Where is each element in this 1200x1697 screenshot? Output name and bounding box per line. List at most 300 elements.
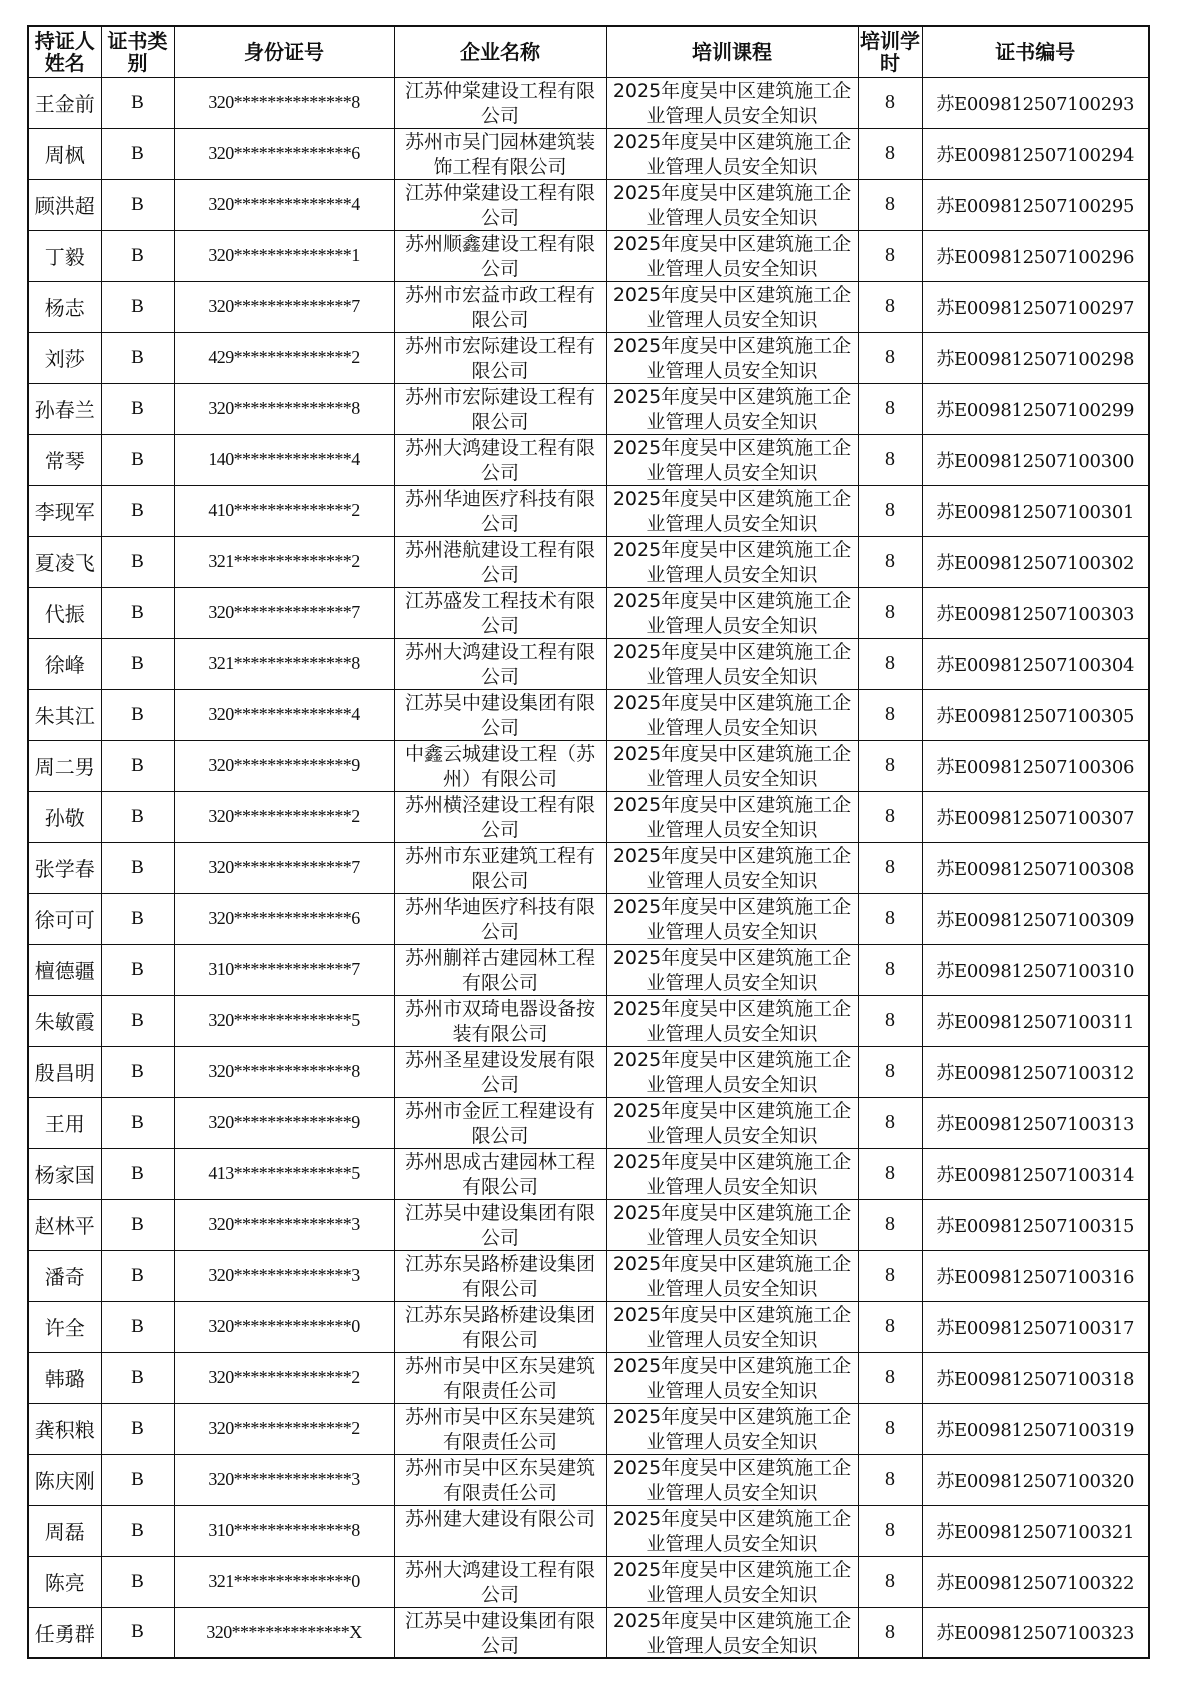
id-number-cell: 320**************5 [174, 995, 394, 1046]
id-number-cell: 320**************3 [174, 1454, 394, 1505]
training-course-text: 2025年度吴中区建筑施工企业管理人员安全知识 [612, 590, 852, 637]
cert-type-cell: B [101, 1046, 174, 1097]
cert-type-cell: B [101, 332, 174, 383]
training-hours-cell: 8 [858, 179, 922, 230]
id-number-cell: 320**************8 [174, 1046, 394, 1097]
table-row [28, 587, 1149, 638]
training-course-cell [606, 1301, 858, 1352]
cert-type-cell: B [101, 638, 174, 689]
company-name-cell [394, 332, 606, 383]
holder-name-cell: 杨志 [28, 281, 101, 332]
company-name-text: 苏州思成古建园林工程有限公司 [404, 1151, 595, 1198]
company-name-cell [394, 536, 606, 587]
company-name-text: 江苏东吴路桥建设集团有限公司 [404, 1304, 595, 1351]
training-hours-cell: 8 [858, 230, 922, 281]
table-row [28, 1403, 1149, 1454]
training-course-text: 2025年度吴中区建筑施工企业管理人员安全知识 [612, 845, 852, 892]
company-name-cell [394, 740, 606, 791]
holder-name-cell: 王用 [28, 1097, 101, 1148]
id-number-cell: 320**************9 [174, 1097, 394, 1148]
training-hours-cell: 8 [858, 1403, 922, 1454]
holder-name-cell: 孙春兰 [28, 383, 101, 434]
table-row [28, 1250, 1149, 1301]
id-number-cell: 413**************5 [174, 1148, 394, 1199]
company-name-text: 苏州市吴门园林建筑装饰工程有限公司 [404, 131, 595, 178]
table-row [28, 1148, 1149, 1199]
id-number-cell: 320**************X [174, 1607, 394, 1658]
cert-type-cell: B [101, 995, 174, 1046]
cert-number-cell: 苏E009812507100313 [922, 1097, 1149, 1148]
training-course-cell [606, 587, 858, 638]
id-number-cell: 310**************7 [174, 944, 394, 995]
training-hours-cell: 8 [858, 434, 922, 485]
cert-number-cell: 苏E009812507100306 [922, 740, 1149, 791]
holder-name-cell: 檀德疆 [28, 944, 101, 995]
training-course-cell [606, 383, 858, 434]
holder-name-cell: 朱其江 [28, 689, 101, 740]
training-course-cell [606, 689, 858, 740]
company-name-text: 江苏仲棠建设工程有限公司 [404, 80, 595, 127]
training-course-cell [606, 1250, 858, 1301]
training-course-text: 2025年度吴中区建筑施工企业管理人员安全知识 [612, 437, 852, 484]
cert-type-cell: B [101, 1148, 174, 1199]
id-number-cell: 320**************8 [174, 77, 394, 128]
company-name-text: 苏州市吴中区东吴建筑有限责任公司 [404, 1406, 595, 1453]
training-course-text: 2025年度吴中区建筑施工企业管理人员安全知识 [612, 1406, 852, 1453]
cert-number-cell: 苏E009812507100322 [922, 1556, 1149, 1607]
table-row [28, 1352, 1149, 1403]
certificate-table [27, 25, 1150, 1659]
holder-name-cell: 龚积粮 [28, 1403, 101, 1454]
table-row [28, 77, 1149, 128]
table-row [28, 434, 1149, 485]
company-name-cell [394, 893, 606, 944]
training-course-cell [606, 281, 858, 332]
company-name-text: 苏州市宏益市政工程有限公司 [404, 284, 595, 331]
training-course-text: 2025年度吴中区建筑施工企业管理人员安全知识 [612, 488, 852, 535]
company-name-text: 苏州市宏际建设工程有限公司 [404, 335, 595, 382]
cert-number-cell: 苏E009812507100298 [922, 332, 1149, 383]
training-hours-cell: 8 [858, 689, 922, 740]
cert-type-cell: B [101, 1505, 174, 1556]
cert-number-cell: 苏E009812507100303 [922, 587, 1149, 638]
holder-name-cell: 许全 [28, 1301, 101, 1352]
training-course-cell [606, 1607, 858, 1658]
holder-name-cell: 周磊 [28, 1505, 101, 1556]
id-number-cell: 320**************8 [174, 383, 394, 434]
training-course-text: 2025年度吴中区建筑施工企业管理人员安全知识 [612, 743, 852, 790]
training-hours-cell: 8 [858, 791, 922, 842]
company-name-text: 江苏东吴路桥建设集团有限公司 [404, 1253, 595, 1300]
cert-type-cell: B [101, 77, 174, 128]
id-number-cell: 320**************0 [174, 1301, 394, 1352]
holder-name-cell: 常琴 [28, 434, 101, 485]
table-row [28, 638, 1149, 689]
cert-number-cell: 苏E009812507100307 [922, 791, 1149, 842]
cert-type-cell: B [101, 791, 174, 842]
company-name-text: 苏州市金匠工程建设有限公司 [404, 1100, 595, 1147]
training-course-text: 2025年度吴中区建筑施工企业管理人员安全知识 [612, 1253, 852, 1300]
id-number-cell: 140**************4 [174, 434, 394, 485]
cert-number-cell: 苏E009812507100301 [922, 485, 1149, 536]
holder-name-cell: 张学春 [28, 842, 101, 893]
training-course-cell [606, 1505, 858, 1556]
id-number-cell: 320**************7 [174, 842, 394, 893]
training-course-text: 2025年度吴中区建筑施工企业管理人员安全知识 [612, 284, 852, 331]
training-course-text: 2025年度吴中区建筑施工企业管理人员安全知识 [612, 1049, 852, 1096]
training-course-text: 2025年度吴中区建筑施工企业管理人员安全知识 [612, 1355, 852, 1402]
training-hours-cell: 8 [858, 638, 922, 689]
table-row [28, 995, 1149, 1046]
training-course-text: 2025年度吴中区建筑施工企业管理人员安全知识 [612, 1202, 852, 1249]
holder-name-cell: 徐峰 [28, 638, 101, 689]
cert-number-cell: 苏E009812507100299 [922, 383, 1149, 434]
cert-number-cell: 苏E009812507100294 [922, 128, 1149, 179]
holder-name-cell: 殷昌明 [28, 1046, 101, 1097]
company-name-cell [394, 1352, 606, 1403]
training-course-cell [606, 128, 858, 179]
header-id-number: 身份证号 [174, 26, 394, 77]
header-holder-name: 持证人姓名 [28, 26, 101, 77]
training-hours-cell: 8 [858, 740, 922, 791]
company-name-cell [394, 281, 606, 332]
cert-number-cell: 苏E009812507100312 [922, 1046, 1149, 1097]
cert-number-cell: 苏E009812507100309 [922, 893, 1149, 944]
cert-type-cell: B [101, 383, 174, 434]
id-number-cell: 310**************8 [174, 1505, 394, 1556]
table-row [28, 944, 1149, 995]
training-hours-cell: 8 [858, 842, 922, 893]
training-hours-cell: 8 [858, 1607, 922, 1658]
cert-type-cell: B [101, 434, 174, 485]
id-number-cell: 320**************3 [174, 1199, 394, 1250]
table-row [28, 1556, 1149, 1607]
id-number-cell: 321**************0 [174, 1556, 394, 1607]
training-hours-cell: 8 [858, 1148, 922, 1199]
company-name-text: 苏州市吴中区东吴建筑有限责任公司 [404, 1457, 595, 1504]
training-course-text: 2025年度吴中区建筑施工企业管理人员安全知识 [612, 80, 852, 127]
training-course-cell [606, 842, 858, 893]
id-number-cell: 429**************2 [174, 332, 394, 383]
cert-type-cell: B [101, 587, 174, 638]
table-row [28, 842, 1149, 893]
training-course-text: 2025年度吴中区建筑施工企业管理人员安全知识 [612, 1304, 852, 1351]
id-number-cell: 320**************2 [174, 1352, 394, 1403]
cert-number-cell: 苏E009812507100304 [922, 638, 1149, 689]
table-row [28, 281, 1149, 332]
cert-number-cell: 苏E009812507100319 [922, 1403, 1149, 1454]
company-name-cell [394, 1097, 606, 1148]
table-row [28, 383, 1149, 434]
training-course-cell [606, 1199, 858, 1250]
training-hours-cell: 8 [858, 1046, 922, 1097]
holder-name-cell: 周二男 [28, 740, 101, 791]
company-name-text: 苏州大鸿建设工程有限公司 [404, 1559, 595, 1606]
holder-name-cell: 丁毅 [28, 230, 101, 281]
company-name-text: 中鑫云城建设工程（苏州）有限公司 [404, 743, 595, 790]
company-name-cell [394, 791, 606, 842]
company-name-cell [394, 1148, 606, 1199]
company-name-text: 苏州顺鑫建设工程有限公司 [404, 233, 595, 280]
training-hours-cell: 8 [858, 1250, 922, 1301]
cert-type-cell: B [101, 842, 174, 893]
table-row [28, 1046, 1149, 1097]
id-number-cell: 320**************4 [174, 689, 394, 740]
cert-type-cell: B [101, 1352, 174, 1403]
holder-name-cell: 杨家国 [28, 1148, 101, 1199]
cert-number-cell: 苏E009812507100316 [922, 1250, 1149, 1301]
header-training-hours: 培训学时 [858, 26, 922, 77]
id-number-cell: 320**************7 [174, 587, 394, 638]
cert-type-cell: B [101, 1454, 174, 1505]
training-course-cell [606, 485, 858, 536]
table-row [28, 536, 1149, 587]
id-number-cell: 320**************2 [174, 791, 394, 842]
company-name-cell [394, 1301, 606, 1352]
training-course-text: 2025年度吴中区建筑施工企业管理人员安全知识 [612, 539, 852, 586]
company-name-text: 苏州华迪医疗科技有限公司 [404, 896, 595, 943]
table-row [28, 230, 1149, 281]
training-course-cell [606, 1556, 858, 1607]
company-name-cell [394, 1250, 606, 1301]
table-header [28, 26, 1149, 77]
cert-number-cell: 苏E009812507100297 [922, 281, 1149, 332]
company-name-cell [394, 944, 606, 995]
company-name-cell [394, 1607, 606, 1658]
cert-number-cell: 苏E009812507100293 [922, 77, 1149, 128]
company-name-cell [394, 1505, 606, 1556]
table-row [28, 1199, 1149, 1250]
company-name-text: 江苏盛发工程技术有限公司 [404, 590, 595, 637]
training-hours-cell: 8 [858, 536, 922, 587]
training-course-cell [606, 944, 858, 995]
id-number-cell: 320**************2 [174, 1403, 394, 1454]
cert-number-cell: 苏E009812507100317 [922, 1301, 1149, 1352]
header-cert-number: 证书编号 [922, 26, 1149, 77]
company-name-cell [394, 485, 606, 536]
cert-number-cell: 苏E009812507100320 [922, 1454, 1149, 1505]
company-name-text: 江苏吴中建设集团有限公司 [404, 1202, 595, 1249]
company-name-text: 苏州大鸿建设工程有限公司 [404, 641, 595, 688]
company-name-text: 江苏仲棠建设工程有限公司 [404, 182, 595, 229]
company-name-cell [394, 77, 606, 128]
training-course-text: 2025年度吴中区建筑施工企业管理人员安全知识 [612, 641, 852, 688]
training-hours-cell: 8 [858, 77, 922, 128]
company-name-text: 苏州圣星建设发展有限公司 [404, 1049, 595, 1096]
cert-type-cell: B [101, 230, 174, 281]
training-course-text: 2025年度吴中区建筑施工企业管理人员安全知识 [612, 896, 852, 943]
cert-number-cell: 苏E009812507100311 [922, 995, 1149, 1046]
holder-name-cell: 陈亮 [28, 1556, 101, 1607]
training-hours-cell: 8 [858, 1097, 922, 1148]
training-hours-cell: 8 [858, 332, 922, 383]
training-course-text: 2025年度吴中区建筑施工企业管理人员安全知识 [612, 233, 852, 280]
training-hours-cell: 8 [858, 587, 922, 638]
company-name-cell [394, 434, 606, 485]
cert-type-cell: B [101, 1556, 174, 1607]
training-course-text: 2025年度吴中区建筑施工企业管理人员安全知识 [612, 1100, 852, 1147]
company-name-text: 苏州港航建设工程有限公司 [404, 539, 595, 586]
cert-number-cell: 苏E009812507100314 [922, 1148, 1149, 1199]
table-row [28, 1301, 1149, 1352]
training-hours-cell: 8 [858, 485, 922, 536]
id-number-cell: 321**************8 [174, 638, 394, 689]
training-course-cell [606, 1097, 858, 1148]
company-name-cell [394, 1403, 606, 1454]
company-name-text: 江苏吴中建设集团有限公司 [404, 692, 595, 739]
holder-name-cell: 刘莎 [28, 332, 101, 383]
table-row [28, 1607, 1149, 1658]
training-hours-cell: 8 [858, 1556, 922, 1607]
header-company-name: 企业名称 [394, 26, 606, 77]
holder-name-cell: 王金前 [28, 77, 101, 128]
cert-type-cell: B [101, 179, 174, 230]
holder-name-cell: 徐可可 [28, 893, 101, 944]
cert-type-cell: B [101, 128, 174, 179]
training-course-cell [606, 434, 858, 485]
training-hours-cell: 8 [858, 383, 922, 434]
training-hours-cell: 8 [858, 995, 922, 1046]
header-cert-type: 证书类别 [101, 26, 174, 77]
table-row [28, 179, 1149, 230]
training-hours-cell: 8 [858, 1199, 922, 1250]
training-course-cell [606, 638, 858, 689]
table-row [28, 128, 1149, 179]
training-hours-cell: 8 [858, 1352, 922, 1403]
cert-type-cell: B [101, 1301, 174, 1352]
training-course-text: 2025年度吴中区建筑施工企业管理人员安全知识 [612, 335, 852, 382]
table-row [28, 791, 1149, 842]
cert-type-cell: B [101, 1607, 174, 1658]
cert-type-cell: B [101, 893, 174, 944]
header-row [28, 26, 1149, 77]
table-row [28, 740, 1149, 791]
holder-name-cell: 夏凌飞 [28, 536, 101, 587]
company-name-cell [394, 995, 606, 1046]
holder-name-cell: 朱敏霞 [28, 995, 101, 1046]
training-course-cell [606, 1454, 858, 1505]
holder-name-cell: 赵林平 [28, 1199, 101, 1250]
company-name-text: 苏州横泾建设工程有限公司 [404, 794, 595, 841]
holder-name-cell: 潘奇 [28, 1250, 101, 1301]
training-course-text: 2025年度吴中区建筑施工企业管理人员安全知识 [612, 1609, 852, 1657]
id-number-cell: 410**************2 [174, 485, 394, 536]
training-hours-cell: 8 [858, 1505, 922, 1556]
cert-number-cell: 苏E009812507100308 [922, 842, 1149, 893]
cert-type-cell: B [101, 944, 174, 995]
holder-name-cell: 孙敬 [28, 791, 101, 842]
training-hours-cell: 8 [858, 944, 922, 995]
cert-type-cell: B [101, 1403, 174, 1454]
cert-number-cell: 苏E009812507100296 [922, 230, 1149, 281]
training-course-cell [606, 332, 858, 383]
holder-name-cell: 代振 [28, 587, 101, 638]
company-name-cell [394, 638, 606, 689]
holder-name-cell: 顾洪超 [28, 179, 101, 230]
training-course-cell [606, 995, 858, 1046]
table-row [28, 1097, 1149, 1148]
training-course-cell [606, 1403, 858, 1454]
id-number-cell: 320**************7 [174, 281, 394, 332]
company-name-cell [394, 587, 606, 638]
company-name-cell [394, 689, 606, 740]
training-course-cell [606, 230, 858, 281]
cert-number-cell: 苏E009812507100315 [922, 1199, 1149, 1250]
training-course-cell [606, 1148, 858, 1199]
cert-type-cell: B [101, 536, 174, 587]
training-course-text: 2025年度吴中区建筑施工企业管理人员安全知识 [612, 131, 852, 178]
id-number-cell: 320**************1 [174, 230, 394, 281]
company-name-text: 苏州市东亚建筑工程有限公司 [404, 845, 595, 892]
training-course-text: 2025年度吴中区建筑施工企业管理人员安全知识 [612, 386, 852, 433]
training-course-cell [606, 1352, 858, 1403]
training-course-cell [606, 1046, 858, 1097]
company-name-text: 苏州建大建设有限公司 [404, 1508, 595, 1530]
cert-number-cell: 苏E009812507100300 [922, 434, 1149, 485]
holder-name-cell: 陈庆刚 [28, 1454, 101, 1505]
training-course-cell [606, 536, 858, 587]
training-hours-cell: 8 [858, 281, 922, 332]
training-course-text: 2025年度吴中区建筑施工企业管理人员安全知识 [612, 1151, 852, 1198]
training-course-text: 2025年度吴中区建筑施工企业管理人员安全知识 [612, 794, 852, 841]
cert-number-cell: 苏E009812507100302 [922, 536, 1149, 587]
company-name-cell [394, 230, 606, 281]
training-course-cell [606, 791, 858, 842]
company-name-text: 江苏吴中建设集团有限公司 [404, 1609, 595, 1657]
training-hours-cell: 8 [858, 1301, 922, 1352]
training-course-text: 2025年度吴中区建筑施工企业管理人员安全知识 [612, 182, 852, 229]
id-number-cell: 321**************2 [174, 536, 394, 587]
cert-type-cell: B [101, 1097, 174, 1148]
company-name-cell [394, 128, 606, 179]
id-number-cell: 320**************6 [174, 893, 394, 944]
company-name-text: 苏州市双琦电器设备按装有限公司 [404, 998, 595, 1045]
company-name-cell [394, 1046, 606, 1097]
training-course-cell [606, 179, 858, 230]
training-hours-cell: 8 [858, 893, 922, 944]
company-name-cell [394, 842, 606, 893]
training-course-text: 2025年度吴中区建筑施工企业管理人员安全知识 [612, 998, 852, 1045]
company-name-text: 苏州大鸿建设工程有限公司 [404, 437, 595, 484]
training-course-text: 2025年度吴中区建筑施工企业管理人员安全知识 [612, 1457, 852, 1504]
company-name-text: 苏州市吴中区东吴建筑有限责任公司 [404, 1355, 595, 1402]
training-hours-cell: 8 [858, 128, 922, 179]
company-name-cell [394, 179, 606, 230]
training-hours-cell: 8 [858, 1454, 922, 1505]
table-body [28, 77, 1149, 1658]
cert-number-cell: 苏E009812507100305 [922, 689, 1149, 740]
cert-type-cell: B [101, 1250, 174, 1301]
cert-number-cell: 苏E009812507100323 [922, 1607, 1149, 1658]
company-name-cell [394, 1199, 606, 1250]
holder-name-cell: 韩璐 [28, 1352, 101, 1403]
training-course-cell [606, 77, 858, 128]
holder-name-cell: 周枫 [28, 128, 101, 179]
cert-number-cell: 苏E009812507100295 [922, 179, 1149, 230]
table-row [28, 485, 1149, 536]
holder-name-cell: 任勇群 [28, 1607, 101, 1658]
company-name-cell [394, 1454, 606, 1505]
cert-type-cell: B [101, 1199, 174, 1250]
training-course-text: 2025年度吴中区建筑施工企业管理人员安全知识 [612, 1508, 852, 1555]
header-training-course: 培训课程 [606, 26, 858, 77]
table-row [28, 689, 1149, 740]
company-name-cell [394, 383, 606, 434]
cert-number-cell: 苏E009812507100310 [922, 944, 1149, 995]
cert-type-cell: B [101, 740, 174, 791]
cert-number-cell: 苏E009812507100318 [922, 1352, 1149, 1403]
company-name-text: 苏州蒯祥古建园林工程有限公司 [404, 947, 595, 994]
